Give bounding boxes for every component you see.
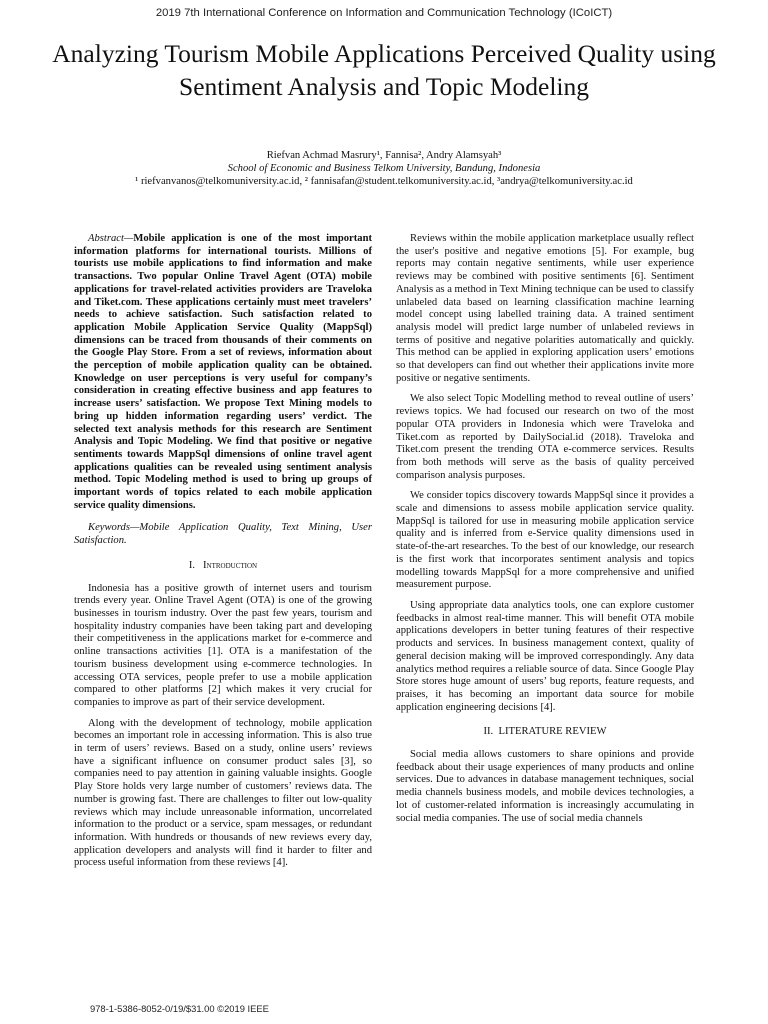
body-paragraph: Indonesia has a positive growth of internet users and tourism trends every year. Online Travel Agent (OTA) is one of the growing businesses in tourism industry. Over the past few years, tourism and hospitality industry companies have been taking part and developing their competitiveness in the applications market for e-commerce and online transactions activities [1]. OTA is a manifestation of the tourism business development using e-commerce technologies. In accessing OTA services, people prefer to use a mobile application compared to other platforms [2] which makes it very crucial for companies to improve as part of their service development. <box>74 582 372 708</box>
keywords: Keywords—Mobile Application Quality, Text Mining, User Satisfaction. <box>74 522 372 547</box>
abstract-text: Mobile application is one of the most important information platforms for international tourists. Millions of tourists use mobile applications to find information and make transactions. Two popular Online Travel Agent (OTA) mobile applications for travel-related activities providers are Traveloka and Tiket.com. These applications certainly must meet travelers’ needs to achieve satisfaction. Such satisfaction related to application Mobile Application Service Quality (MappSql) dimensions can be traced from thousands of their comments on the Google Play Store. From a set of reviews, information about the perception of mobile application quality can be obtained. Knowledge on user perceptions is very useful for company’s consideration in creating effective business and app features to increase users’ satisfaction. We propose Text Mining models to bring up hidden information regarding users’ verdict. The selected text analysis methods for this research are Sentiment Analysis and Topic Modeling. We find that positive or negative sentiments towards MappSql dimensions of online travel agent applications qualities can be revealed using sentiment analysis method. Topic Modeling method is used to bring up groups of important words of topics related to each mobile application service quality dimensions. <box>74 233 372 511</box>
body-paragraph: Reviews within the mobile application marketplace usually reflect the user's positive and negative emotions [5]. For example, bug reports may contain negative sentiments, while user experience reviews may be combined with positive sentiments [6]. Sentiment Analysis as a method in Text Mining technique can be used to classify unlabeled data based on learning classification machine learning model concept using labelled training data. A trained sentiment analysis model will predict large number of unlabeled reviews in terms of positive and negative polarities automatically and quickly. This method can be applied in exploring application users’ emotions so that developers can find out whether their applications invite more positive or negative sentiments. <box>396 233 694 384</box>
author-emails: ¹ riefvanvanos@telkomuniversity.ac.id, ² fannisafan@student.telkomuniversity.ac.id, ³andrya@telkomuniversity.ac.id <box>135 176 633 187</box>
author-block <box>20 149 748 188</box>
conference-header: 2019 7th International Conference on Information and Communication Technology (ICoICT) <box>155 7 613 19</box>
body-paragraph: Social media allows customers to share opinions and provide feedback about their usage experiences of many products and online services. Due to advances in database management techniques, social media channels business models, and mobile devices technologies, a lot of customer-related information is increasingly accumulating in social media companies. The use of social media channels <box>396 749 694 824</box>
author-names: Riefvan Achmad Masrury¹, Fannisa², Andry Alamsyah³ <box>266 150 502 161</box>
copyright-footer: 978-1-5386-8052-0/19/$31.00 ©2019 IEEE <box>90 1003 269 1014</box>
section-title: Introduction <box>203 559 258 571</box>
body-paragraph: We also select Topic Modelling method to reveal outline of users’ reviews topics. We had focused our research on two of the most popular OTA providers in Indonesia which were Traveloka and Tiket.com as reported by DailySocial.id (2018). Traveloka and Tiket.com present the trending OTA e-commerce services. Results from both methods will serve as the basis of quality perceived comparison analysis purposes. <box>396 393 694 481</box>
section-heading-introduction <box>74 560 372 573</box>
right-column <box>396 233 694 833</box>
left-column <box>74 233 372 878</box>
section-number: I. <box>188 559 196 571</box>
section-title: LITERATURE REVIEW <box>498 726 607 738</box>
abstract-label: Abstract— <box>88 233 134 244</box>
section-heading-literature-review <box>396 726 694 739</box>
paper-title: Analyzing Tourism Mobile Applications Perceived Quality using Sentiment Analysis and Topic Modeling <box>52 39 716 101</box>
body-paragraph: Using appropriate data analytics tools, one can explore customer feedbacks in almost real-time manner. This will benefit OTA mobile applications developers in better tuning features of their respective products and services. In business management context, quality of general decision making will be improved correspondingly. Any data analytics method requires a reliable source of data. Since Google Play Store stores huge amount of users’ bug reports, feature requests, and praises, it has becoming an important data source for mobile application engineering decisions [4]. <box>396 599 694 713</box>
body-paragraph: We consider topics discovery towards MappSql since it provides a scale and dimensions to assess mobile application service quality. MappSql is tailored for use in measuring mobile application service quality and is inferred from e-Service quality dimensions used in state-of-the-art researches. To the best of our knowledge, our research is the first work that incorporates sentiment analysis and topics modelling towards MappSql for a more comprehensive and unified measurement purpose. <box>396 490 694 591</box>
author-affiliation: School of Economic and Business Telkom University, Bandung, Indonesia <box>227 163 541 174</box>
abstract <box>74 233 372 512</box>
section-number: II. <box>483 726 494 738</box>
body-paragraph: Along with the development of technology, mobile application becomes an important role in accessing information. This is also true in term of users’ reviews. Based on a study, online users’ reviews have a significant influence on consumer product sales [3], so companies need to pay attention in gaining valuable insights. Google Play Store holds very large number of customers’ reviews data. The number is growing fast. There are challenges to filter out low-quality reviews which may include unreasonable information, uncorrelated information to the product or a service, spam messages, or redundant information. With hundreds or thousands of new reviews every day, application developers and analysts will find it harder to filter and process useful information from these reviews [4]. <box>74 717 372 869</box>
